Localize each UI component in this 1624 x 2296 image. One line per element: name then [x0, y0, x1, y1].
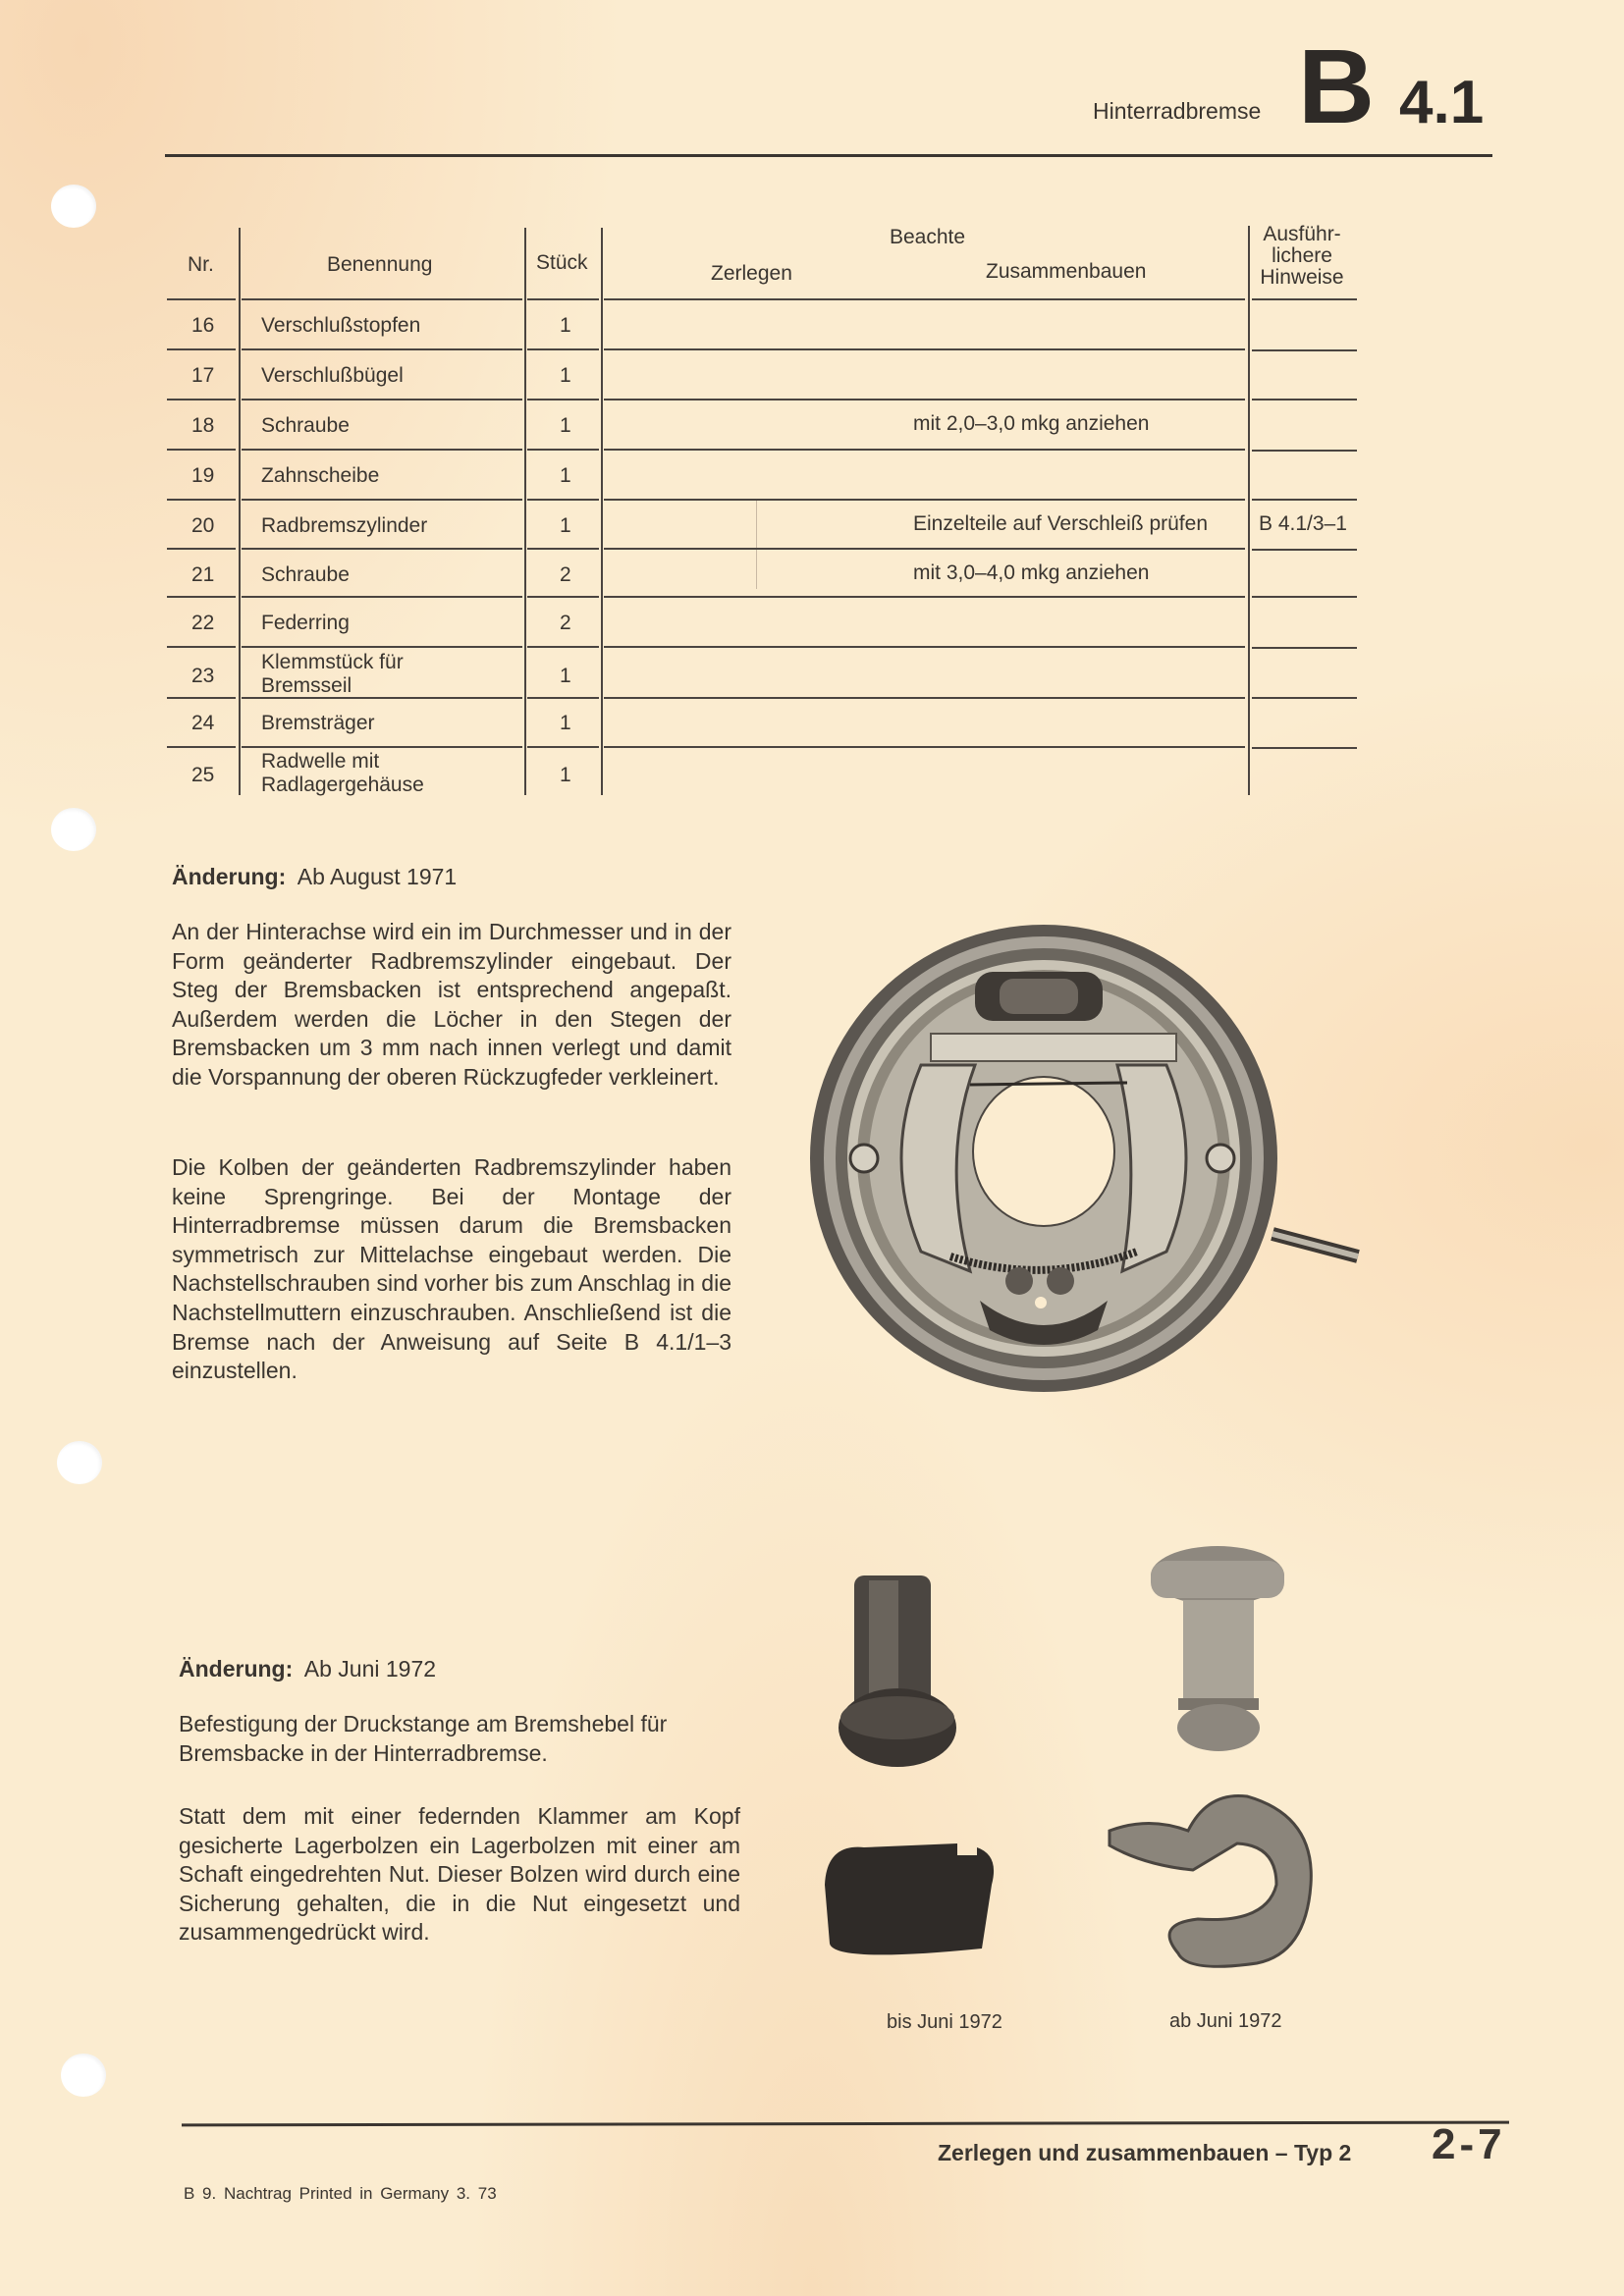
table-hline [604, 348, 1245, 350]
cell-benennung: Radwelle mit Radlagergehäuse [261, 750, 424, 796]
new-bearing-pin [1151, 1546, 1284, 1751]
table-hline [242, 746, 522, 748]
change-heading-2 [179, 1656, 436, 1682]
change-label: Änderung: [179, 1656, 294, 1682]
table-hline [167, 746, 236, 748]
cell-stueck: 1 [560, 364, 571, 387]
table-hline [527, 499, 599, 501]
col-header-zusammenbauen: Zusammenbauen [986, 260, 1147, 283]
table-hline [1252, 298, 1357, 300]
caption-new: ab Juni 1972 [1169, 2010, 1282, 2032]
adjuster-bar [931, 1034, 1176, 1061]
table-hline [604, 746, 1245, 748]
cell-nr: 18 [191, 414, 215, 437]
bearing-pin-and-clip-photo [815, 1531, 1345, 1973]
table-hline [1252, 499, 1357, 501]
cell-nr: 19 [191, 464, 215, 487]
caption-old: bis Juni 1972 [887, 2011, 1002, 2033]
table-hline [604, 298, 1245, 300]
change-paragraph: Befestigung der Druckstange am Bremshebel für Bremsbacke in der Hinterradbremse. [179, 1711, 668, 1766]
brake-assembly-photo [803, 918, 1363, 1399]
table-hline [242, 348, 522, 350]
change-heading-1 [172, 864, 457, 890]
table-hline [1252, 697, 1357, 699]
table-vline-faint [756, 499, 757, 589]
table-hline [604, 596, 1245, 598]
table-hline [167, 548, 236, 550]
table-hline [167, 298, 236, 300]
table-hline [604, 646, 1245, 648]
table-hline [527, 298, 599, 300]
cell-nr: 17 [191, 364, 215, 387]
cell-nr: 21 [191, 563, 215, 586]
table-vline [239, 228, 241, 795]
table-hline [604, 399, 1245, 400]
table-hline [242, 548, 522, 550]
table-hline [527, 697, 599, 699]
col-header-nr: Nr. [188, 253, 214, 276]
change-paragraph: Die Kolben der geänderten Radbremszylinder haben keine Sprengringe. Bei der Montage der Hinterradbremse müssen darum die Bremsbacken symmetrisch zur Mittelachse eingebaut werden. Die Nachstellschrauben sind vorher bis zum Anschlag in die Nachstellmuttern einzuschrauben. Anschließend ist die Bremse nach der Anweisung auf Seite B 4.1/1–3 einzustellen. [172, 1154, 731, 1384]
table-vline [524, 228, 526, 795]
hub-opening [973, 1077, 1114, 1226]
cell-benennung: Zahnscheibe [261, 464, 380, 487]
table-hline [167, 399, 236, 400]
cell-zusammenbauen: Einzelteile auf Verschleiß prüfen [913, 512, 1208, 535]
table-hline [527, 746, 599, 748]
cell-nr: 25 [191, 764, 215, 786]
table-hline [167, 697, 236, 699]
cell-benennung: Schraube [261, 563, 350, 586]
table-hline [1252, 349, 1357, 351]
table-hline [242, 596, 522, 598]
col-header-hinweise: Ausführ- lichere Hinweise [1260, 223, 1344, 289]
table-hline [527, 399, 599, 400]
footer-rule [182, 2121, 1509, 2127]
change-date: Ab August 1971 [297, 864, 458, 889]
section-letter: B [1298, 27, 1375, 145]
table-hline [242, 399, 522, 400]
brake-drum-illustration [803, 918, 1363, 1399]
table-hline [527, 596, 599, 598]
table-hline [527, 548, 599, 550]
cell-nr: 22 [191, 612, 215, 634]
table-hline [604, 548, 1245, 550]
old-spring-clip [825, 1843, 994, 1954]
cell-benennung: Bremsträger [261, 712, 375, 734]
section-title: Hinterradbremse [1093, 98, 1262, 124]
cell-benennung: Schraube [261, 414, 350, 437]
col-header-zerlegen: Zerlegen [711, 262, 792, 285]
print-info: B 9. Nachtrag Printed in Germany 3. 73 [184, 2184, 497, 2203]
punch-hole [51, 808, 96, 851]
table-hline [242, 449, 522, 451]
cell-benennung: Verschlußstopfen [261, 314, 421, 337]
table-hline [242, 298, 522, 300]
table-vline [1248, 226, 1250, 795]
cell-stueck: 1 [560, 464, 571, 487]
table-hline [1252, 596, 1357, 598]
table-hline [604, 499, 1245, 501]
table-hline [527, 646, 599, 648]
punch-hole [51, 185, 96, 228]
cell-benennung: Klemmstück für Bremsseil [261, 651, 404, 697]
chapter-title: Zerlegen und zusammenbauen – Typ 2 [938, 2140, 1352, 2165]
table-hline [167, 348, 236, 350]
cell-benennung: Radbremszylinder [261, 514, 428, 537]
table-hline [167, 646, 236, 648]
new-circlip [1110, 1795, 1311, 1966]
col-header-beachte: Beachte [890, 226, 966, 248]
old-bearing-pin [839, 1575, 956, 1767]
table-hline [242, 646, 522, 648]
table-vline [601, 228, 603, 795]
cell-stueck: 1 [560, 712, 571, 734]
table-hline [604, 697, 1245, 699]
cell-stueck: 1 [560, 514, 571, 537]
cell-nr: 24 [191, 712, 215, 734]
cell-zusammenbauen: mit 3,0–4,0 mkg anziehen [913, 561, 1150, 584]
cell-nr: 20 [191, 514, 215, 537]
cell-stueck: 1 [560, 314, 571, 337]
punch-hole [61, 2054, 106, 2097]
table-hline [527, 348, 599, 350]
table-hline [604, 449, 1245, 451]
punch-hole [57, 1441, 102, 1484]
table-hline [1252, 450, 1357, 452]
table-hline [1252, 647, 1357, 649]
table-hline [167, 449, 236, 451]
header-rule [165, 154, 1492, 157]
cell-stueck: 1 [560, 764, 571, 786]
cell-nr: 23 [191, 665, 215, 687]
cell-nr: 16 [191, 314, 215, 337]
change-label: Änderung: [172, 864, 287, 889]
cell-stueck: 1 [560, 414, 571, 437]
section-number: 4.1 [1399, 69, 1485, 136]
table-hline [242, 499, 522, 501]
cell-hinweise: B 4.1/3–1 [1259, 512, 1347, 535]
cell-stueck: 2 [560, 612, 571, 634]
change-paragraph: An der Hinterachse wird ein im Durchmesser und in der Form geänderter Radbremszylinder eingebaut. Der Steg der Bremsbacken ist entsprechend angepaßt. Außerdem werden die Löcher in den Stegen der Bremsbacken um 3 mm nach innen verlegt und damit die Vorspannung der oberen Rückzugfeder verkleinert. [172, 919, 731, 1090]
page-number: 2-7 [1432, 2120, 1506, 2168]
cell-zusammenbauen: mit 2,0–3,0 mkg anziehen [913, 412, 1150, 435]
col-header-benennung: Benennung [327, 253, 433, 276]
table-hline [1252, 747, 1357, 749]
table-hline [527, 449, 599, 451]
change-paragraph: Statt dem mit einer federnden Klammer am Kopf gesicherte Lagerbolzen ein Lagerbolzen mit einer am Schaft eingedrehten Nut. Dieser Bolzen wird durch eine Sicherung gehalten, die in die Nut eingesetzt und zusammengedrückt wird. [179, 1803, 740, 1946]
change-date: Ab Juni 1972 [303, 1656, 437, 1682]
cell-benennung: Verschlußbügel [261, 364, 404, 387]
table-hline [167, 596, 236, 598]
table-hline [167, 499, 236, 501]
cell-stueck: 2 [560, 563, 571, 586]
cell-stueck: 1 [560, 665, 571, 687]
col-header-stueck: Stück [536, 251, 588, 274]
cell-benennung: Federring [261, 612, 350, 634]
table-hline [1252, 549, 1357, 551]
return-spring-upper [970, 1083, 1127, 1085]
table-hline [1252, 399, 1357, 400]
